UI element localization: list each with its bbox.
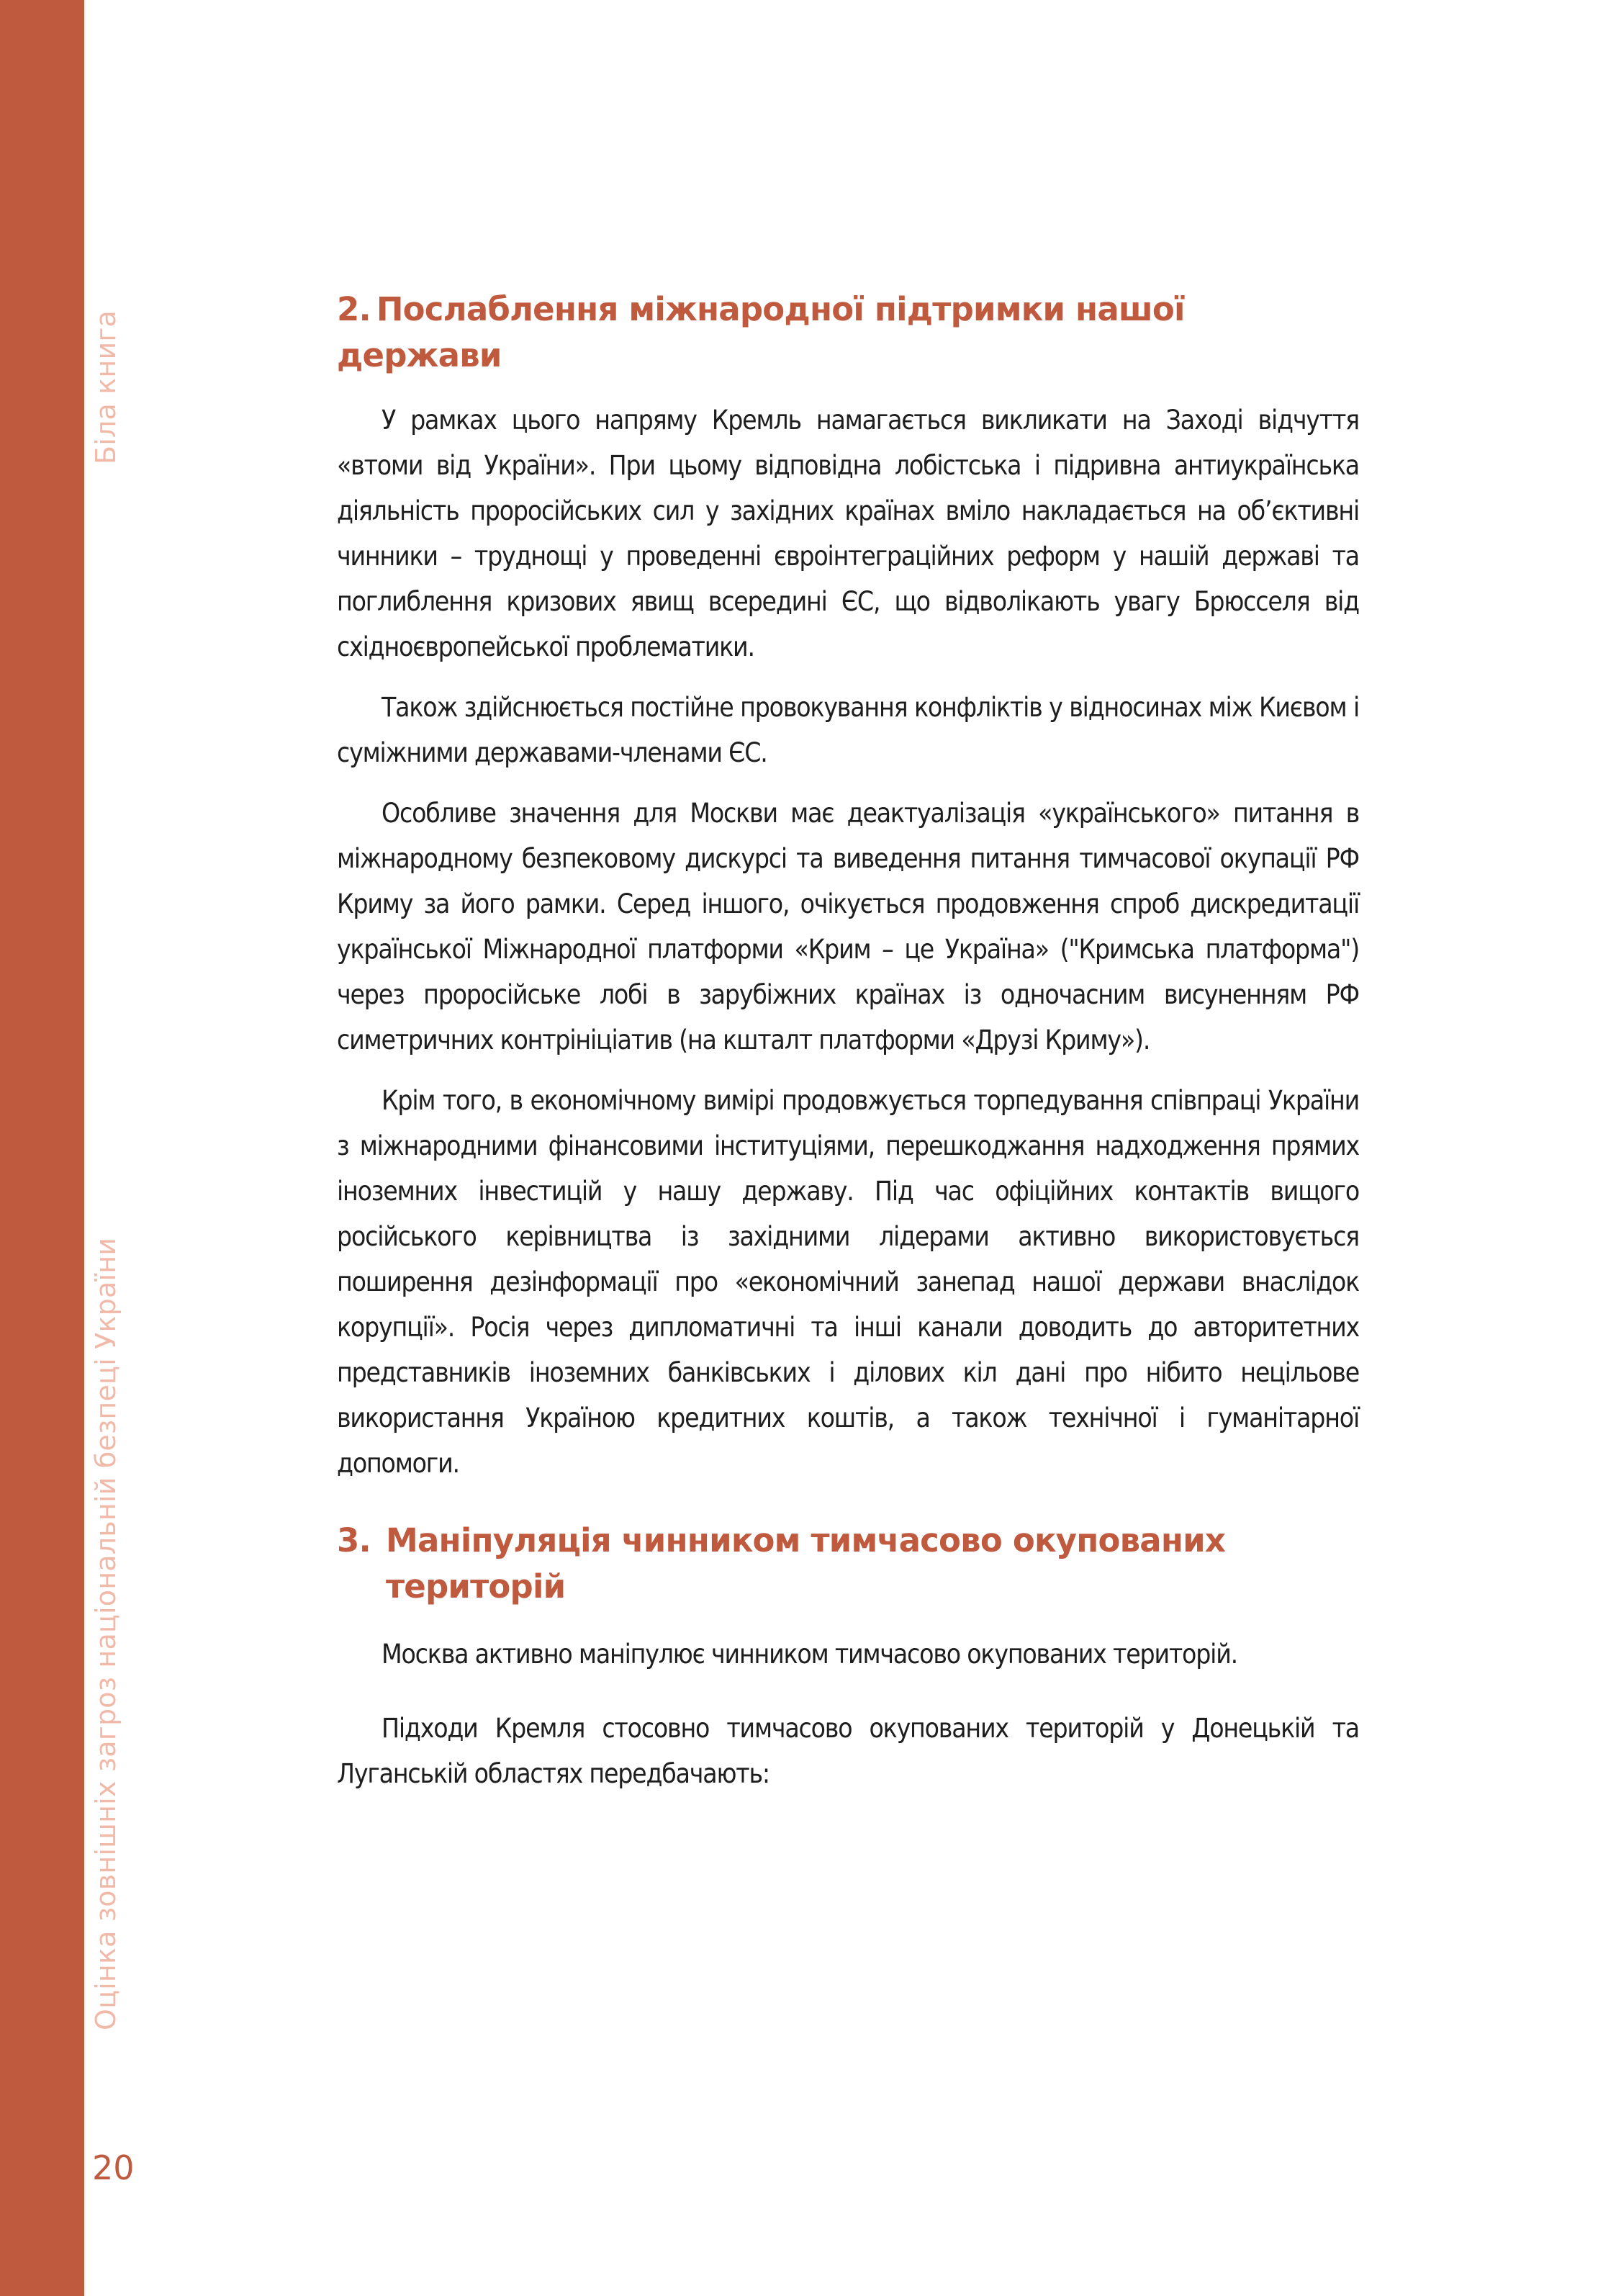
section-3-paragraph: Москва активно маніпулює чинником тимчасово окупованих територій.	[382, 1639, 1237, 1670]
sidebar-book-title: Біла книга	[90, 310, 122, 464]
section-2-number: 2.	[337, 290, 371, 328]
page-content	[337, 287, 1359, 1811]
sidebar-band	[0, 0, 84, 2296]
section-3-number: 3.	[337, 1521, 371, 1559]
section-2-paragraph: Також здійснюється постійне провокування конфліктів у відносинах між Києвом і суміжними державами-членами ЄС.	[337, 692, 1359, 768]
section-2-heading	[337, 287, 1359, 379]
page-number: 20	[92, 2148, 135, 2187]
section-3-heading	[337, 1518, 1359, 1610]
section-2-paragraph: У рамках цього напряму Кремль намагається викликати на Заході відчуття «втоми від України». При цьому відповідна лобістська і підривна антиукраїнська діяльність проросійських сил у західних країнах вміло накладається на об’єктивні чинники – труднощі у проведенні євроінтеграційних реформ у нашій державі та поглиблення кризових явищ всередині ЄС, що відволікають увагу Брюсселя від східноєвропейської проблематики.	[337, 405, 1359, 662]
sidebar-report-title: Оцінка зовнішніх загроз національній безпеці України	[90, 1237, 122, 2030]
section-2-title: Послаблення міжнародної підтримки нашої держави	[337, 290, 1185, 374]
section-2-paragraph: Крім того, в економічному вимірі продовжується торпедування співпраці України з міжнародними фінансовими інституціями, перешкоджання надходження прямих іноземних інвестицій у нашу державу. Під час офіційних контактів вищого російського керівництва із західними лідерами активно використовується поширення дезінформації про «економічний занепад нашої держави внаслідок корупції». Росія через дипломатичні та інші канали доводить до авторитетних представників іноземних банківських і ділових кіл дані про нібито нецільове використання Україною кредитних коштів, а також технічної і гуманітарної допомоги.	[337, 1085, 1359, 1479]
section-2-paragraph: Особливе значення для Москви має деактуалізація «українського» питання в міжнародному безпековому дискурсі та виведення питання тимчасової окупації РФ Криму за його рамки. Серед іншого, очікується продовження спроб дискредитації української Міжнародної платформи «Крим – це Україна» ("Кримська платформа") через проросійське лобі в зарубіжних країнах із одночасним висуненням РФ симетричних контрініціатив (на кшталт платформи «Друзі Криму»).	[337, 798, 1359, 1055]
section-3-title: Маніпуляція чинником тимчасово окупованих територій	[386, 1521, 1226, 1606]
section-3-paragraph: Підходи Кремля стосовно тимчасово окупованих територій у Донецькій та Луганській областях передбачають:	[337, 1713, 1359, 1789]
